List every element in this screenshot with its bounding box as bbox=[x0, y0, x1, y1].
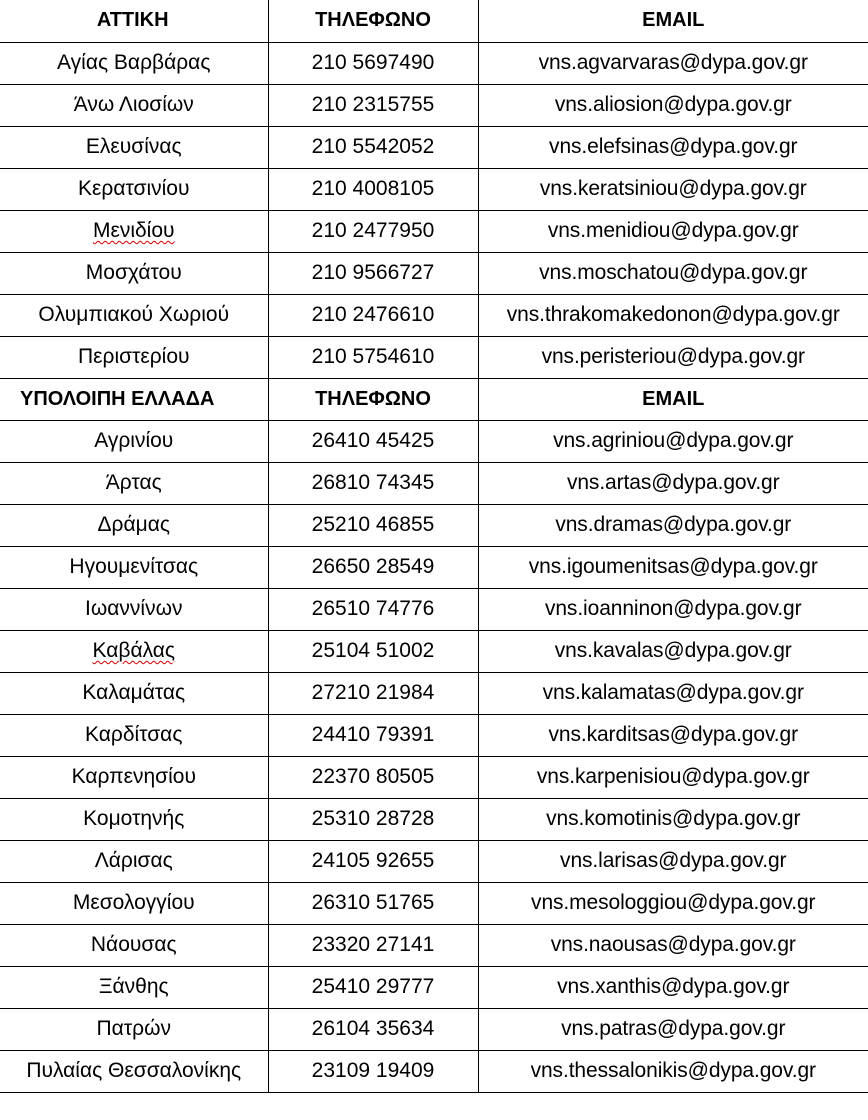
phone-cell: 210 5697490 bbox=[268, 42, 478, 84]
email-cell: vns.karpenisiou@dypa.gov.gr bbox=[478, 756, 868, 798]
office-name-cell bbox=[0, 42, 268, 84]
table-row bbox=[0, 84, 868, 126]
table-row bbox=[0, 840, 868, 882]
phone-cell: 210 9566727 bbox=[268, 252, 478, 294]
table-row bbox=[0, 630, 868, 672]
phone-cell: 26410 45425 bbox=[268, 420, 478, 462]
table-row bbox=[0, 126, 868, 168]
phone-header: ΤΗΛΕΦΩΝΟ bbox=[268, 378, 478, 420]
email-cell: vns.menidiou@dypa.gov.gr bbox=[478, 210, 868, 252]
table-row bbox=[0, 252, 868, 294]
office-name-cell bbox=[0, 714, 268, 756]
table-row bbox=[0, 168, 868, 210]
office-name: Ελευσίνας bbox=[85, 135, 182, 158]
phone-cell: 22370 80505 bbox=[268, 756, 478, 798]
office-name: Μενιδίου bbox=[92, 219, 175, 242]
phone-cell: 25410 29777 bbox=[268, 966, 478, 1008]
phone-header: ΤΗΛΕΦΩΝΟ bbox=[268, 0, 478, 42]
email-cell: vns.naousas@dypa.gov.gr bbox=[478, 924, 868, 966]
table-row bbox=[0, 1008, 868, 1050]
phone-cell: 210 5542052 bbox=[268, 126, 478, 168]
office-name: Μεσολογγίου bbox=[72, 891, 195, 914]
table-row bbox=[0, 504, 868, 546]
email-cell: vns.mesologgiou@dypa.gov.gr bbox=[478, 882, 868, 924]
office-name: Καρπενησίου bbox=[71, 765, 196, 788]
table-row bbox=[0, 210, 868, 252]
phone-cell: 25310 28728 bbox=[268, 798, 478, 840]
phone-cell: 23109 19409 bbox=[268, 1050, 478, 1092]
office-name: Πατρών bbox=[96, 1017, 171, 1040]
table-row bbox=[0, 462, 868, 504]
email-cell: vns.peristeriou@dypa.gov.gr bbox=[478, 336, 868, 378]
office-name-cell bbox=[0, 924, 268, 966]
table-row bbox=[0, 420, 868, 462]
email-cell: vns.artas@dypa.gov.gr bbox=[478, 462, 868, 504]
office-name-cell bbox=[0, 798, 268, 840]
office-name: Καρδίτσας bbox=[85, 723, 183, 746]
office-name: Άρτας bbox=[105, 471, 162, 494]
email-cell: vns.komotinis@dypa.gov.gr bbox=[478, 798, 868, 840]
email-header: EMAIL bbox=[478, 0, 868, 42]
phone-cell: 210 5754610 bbox=[268, 336, 478, 378]
phone-cell: 26510 74776 bbox=[268, 588, 478, 630]
email-cell: vns.karditsas@dypa.gov.gr bbox=[478, 714, 868, 756]
phone-cell: 24105 92655 bbox=[268, 840, 478, 882]
office-name: Νάουσας bbox=[90, 933, 177, 956]
table-row bbox=[0, 294, 868, 336]
office-name: Ιωαννίνων bbox=[85, 597, 183, 620]
office-name-cell bbox=[0, 84, 268, 126]
table-row bbox=[0, 714, 868, 756]
email-cell: vns.patras@dypa.gov.gr bbox=[478, 1008, 868, 1050]
table-row bbox=[0, 756, 868, 798]
phone-cell: 210 2476610 bbox=[268, 294, 478, 336]
office-name-cell bbox=[0, 420, 268, 462]
table-row bbox=[0, 798, 868, 840]
section-header-row bbox=[0, 0, 868, 42]
table-row bbox=[0, 672, 868, 714]
office-name-cell bbox=[0, 588, 268, 630]
email-cell: vns.agvarvaras@dypa.gov.gr bbox=[478, 42, 868, 84]
office-name-cell bbox=[0, 210, 268, 252]
office-name: Κομοτηνής bbox=[83, 807, 185, 830]
phone-cell: 210 4008105 bbox=[268, 168, 478, 210]
email-cell: vns.elefsinas@dypa.gov.gr bbox=[478, 126, 868, 168]
phone-cell: 26310 51765 bbox=[268, 882, 478, 924]
office-name-cell bbox=[0, 882, 268, 924]
phone-cell: 24410 79391 bbox=[268, 714, 478, 756]
region-header: ΥΠΟΛΟΙΠΗ ΕΛΛΑΔΑ bbox=[0, 378, 268, 420]
office-name: Ηγουμενίτσας bbox=[69, 555, 199, 578]
office-name: Καβάλας bbox=[92, 639, 176, 662]
office-name: Λάρισας bbox=[94, 849, 173, 872]
office-name: Ολυμπιακού Χωριού bbox=[38, 303, 230, 326]
email-cell: vns.agriniou@dypa.gov.gr bbox=[478, 420, 868, 462]
email-cell: vns.kalamatas@dypa.gov.gr bbox=[478, 672, 868, 714]
office-name: Περιστερίου bbox=[77, 345, 190, 368]
office-name: Πυλαίας Θεσσαλονίκης bbox=[26, 1059, 242, 1082]
table-row bbox=[0, 882, 868, 924]
email-header: EMAIL bbox=[478, 378, 868, 420]
phone-cell: 26104 35634 bbox=[268, 1008, 478, 1050]
office-name: Κερατσινίου bbox=[78, 177, 190, 200]
table-row bbox=[0, 336, 868, 378]
office-name-cell bbox=[0, 126, 268, 168]
office-name-cell bbox=[0, 336, 268, 378]
office-name-cell bbox=[0, 1008, 268, 1050]
phone-cell: 26650 28549 bbox=[268, 546, 478, 588]
office-name: Άνω Λιοσίων bbox=[73, 93, 194, 116]
table-row bbox=[0, 42, 868, 84]
email-cell: vns.larisas@dypa.gov.gr bbox=[478, 840, 868, 882]
office-name-cell bbox=[0, 504, 268, 546]
table-row bbox=[0, 1050, 868, 1092]
phone-cell: 25104 51002 bbox=[268, 630, 478, 672]
office-name: Δράμας bbox=[97, 513, 170, 536]
email-cell: vns.kavalas@dypa.gov.gr bbox=[478, 630, 868, 672]
email-cell: vns.ioanninon@dypa.gov.gr bbox=[478, 588, 868, 630]
phone-cell: 210 2315755 bbox=[268, 84, 478, 126]
office-name-cell bbox=[0, 168, 268, 210]
email-cell: vns.thrakomakedonon@dypa.gov.gr bbox=[478, 294, 868, 336]
office-name-cell bbox=[0, 840, 268, 882]
email-cell: vns.thessalonikis@dypa.gov.gr bbox=[478, 1050, 868, 1092]
office-name-cell bbox=[0, 756, 268, 798]
email-cell: vns.dramas@dypa.gov.gr bbox=[478, 504, 868, 546]
phone-cell: 210 2477950 bbox=[268, 210, 478, 252]
email-cell: vns.igoumenitsas@dypa.gov.gr bbox=[478, 546, 868, 588]
office-name: Μοσχάτου bbox=[85, 261, 182, 284]
office-name-cell bbox=[0, 1050, 268, 1092]
table-row bbox=[0, 924, 868, 966]
office-name-cell bbox=[0, 546, 268, 588]
office-name-cell bbox=[0, 966, 268, 1008]
section-header-row bbox=[0, 378, 868, 420]
office-name: Αγρινίου bbox=[94, 429, 174, 452]
office-name-cell bbox=[0, 672, 268, 714]
email-cell: vns.xanthis@dypa.gov.gr bbox=[478, 966, 868, 1008]
office-name-cell bbox=[0, 462, 268, 504]
table-row bbox=[0, 588, 868, 630]
office-name-cell bbox=[0, 630, 268, 672]
office-name-cell bbox=[0, 294, 268, 336]
region-header: ΑΤΤΙΚΗ bbox=[0, 0, 268, 42]
email-cell: vns.aliosion@dypa.gov.gr bbox=[478, 84, 868, 126]
phone-cell: 27210 21984 bbox=[268, 672, 478, 714]
email-cell: vns.moschatou@dypa.gov.gr bbox=[478, 252, 868, 294]
office-name: Καλαμάτας bbox=[82, 681, 186, 704]
office-name-cell bbox=[0, 252, 268, 294]
email-cell: vns.keratsiniou@dypa.gov.gr bbox=[478, 168, 868, 210]
phone-cell: 25210 46855 bbox=[268, 504, 478, 546]
office-name: Αγίας Βαρβάρας bbox=[57, 51, 211, 74]
table-row bbox=[0, 546, 868, 588]
table-row bbox=[0, 966, 868, 1008]
office-name: Ξάνθης bbox=[98, 975, 169, 998]
phone-cell: 23320 27141 bbox=[268, 924, 478, 966]
phone-cell: 26810 74345 bbox=[268, 462, 478, 504]
